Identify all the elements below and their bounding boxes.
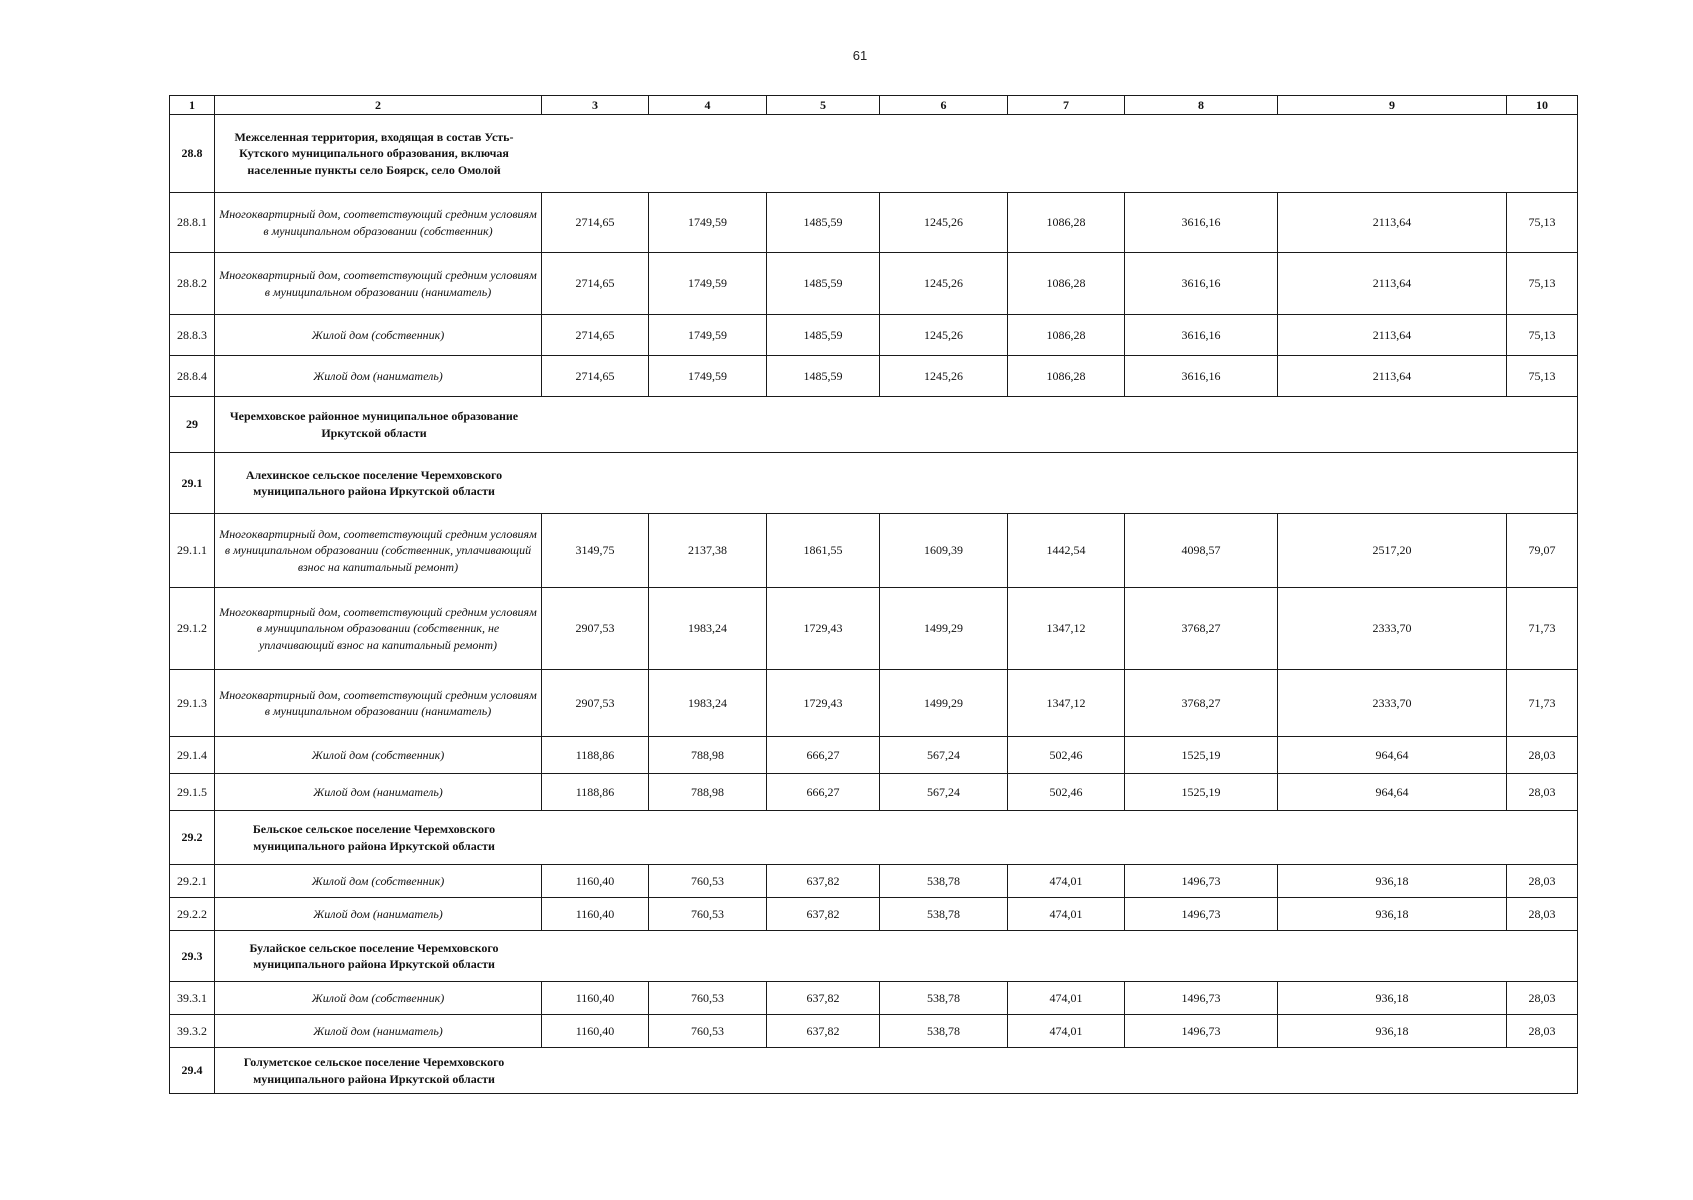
cell-value: 2113,64 [1278, 315, 1507, 356]
cell-value: 1749,59 [649, 315, 767, 356]
cell-value: 1245,26 [880, 356, 1008, 397]
section-title: Булайское сельское поселение Черемховского муниципального района Иркутской области [215, 931, 1578, 982]
table-row [170, 774, 1578, 811]
row-code: 29.1.1 [170, 514, 215, 588]
cell-value: 3768,27 [1125, 588, 1278, 670]
cell-value: 1245,26 [880, 315, 1008, 356]
cell-value: 1983,24 [649, 670, 767, 737]
cell-value: 1729,43 [767, 588, 880, 670]
table-row [170, 514, 1578, 588]
cell-value: 1160,40 [542, 898, 649, 931]
cell-value: 2137,38 [649, 514, 767, 588]
cell-value: 760,53 [649, 898, 767, 931]
cell-value: 1525,19 [1125, 774, 1278, 811]
table-row [170, 588, 1578, 670]
table-row [170, 737, 1578, 774]
cell-value: 1160,40 [542, 1015, 649, 1048]
row-description: Жилой дом (наниматель) [215, 1015, 542, 1048]
row-code: 28.8.3 [170, 315, 215, 356]
cell-value: 28,03 [1507, 1015, 1578, 1048]
cell-value: 1086,28 [1008, 315, 1125, 356]
cell-value: 474,01 [1008, 865, 1125, 898]
table-section-row [170, 1048, 1578, 1094]
cell-value: 1983,24 [649, 588, 767, 670]
cell-value: 1245,26 [880, 253, 1008, 315]
cell-value: 1499,29 [880, 670, 1008, 737]
row-description: Жилой дом (собственник) [215, 315, 542, 356]
cell-value: 1485,59 [767, 253, 880, 315]
row-code: 28.8.2 [170, 253, 215, 315]
cell-value: 1245,26 [880, 193, 1008, 253]
cell-value: 1347,12 [1008, 670, 1125, 737]
row-code: 29.1.4 [170, 737, 215, 774]
cell-value: 28,03 [1507, 898, 1578, 931]
column-header: 5 [767, 96, 880, 115]
cell-value: 1485,59 [767, 193, 880, 253]
column-header: 8 [1125, 96, 1278, 115]
cell-value: 3768,27 [1125, 670, 1278, 737]
tariff-table-body [170, 96, 1578, 1094]
row-code: 29.2.1 [170, 865, 215, 898]
row-description: Жилой дом (наниматель) [215, 774, 542, 811]
table-row [170, 253, 1578, 315]
cell-value: 936,18 [1278, 898, 1507, 931]
table-row [170, 1015, 1578, 1048]
cell-value: 1496,73 [1125, 1015, 1278, 1048]
cell-value: 2714,65 [542, 356, 649, 397]
cell-value: 1485,59 [767, 315, 880, 356]
section-title: Голуметское сельское поселение Черемховского муниципального района Иркутской области [215, 1048, 1578, 1094]
table-row [170, 865, 1578, 898]
column-header: 1 [170, 96, 215, 115]
cell-value: 567,24 [880, 774, 1008, 811]
cell-value: 1861,55 [767, 514, 880, 588]
cell-value: 637,82 [767, 982, 880, 1015]
cell-value: 3616,16 [1125, 356, 1278, 397]
cell-value: 474,01 [1008, 1015, 1125, 1048]
cell-value: 75,13 [1507, 356, 1578, 397]
table-section-row [170, 397, 1578, 453]
row-code: 29.2.2 [170, 898, 215, 931]
table-section-row [170, 811, 1578, 865]
cell-value: 760,53 [649, 982, 767, 1015]
cell-value: 2333,70 [1278, 588, 1507, 670]
row-description: Жилой дом (собственник) [215, 982, 542, 1015]
cell-value: 1188,86 [542, 774, 649, 811]
row-description: Многоквартирный дом, соответствующий средним условиям в муниципальном образовании (собственник, уплачивающий взнос на капитальный ремонт) [215, 514, 542, 588]
row-code: 39.3.1 [170, 982, 215, 1015]
page-number: 61 [852, 48, 868, 63]
row-code: 28.8.4 [170, 356, 215, 397]
row-description: Многоквартирный дом, соответствующий средним условиям в муниципальном образовании (собственник, не уплачивающий взнос на капитальный ремонт) [215, 588, 542, 670]
cell-value: 637,82 [767, 1015, 880, 1048]
row-code: 29.1 [170, 453, 215, 514]
cell-value: 2714,65 [542, 315, 649, 356]
column-header: 4 [649, 96, 767, 115]
row-description: Многоквартирный дом, соответствующий средним условиям в муниципальном образовании (наниматель) [215, 253, 542, 315]
cell-value: 637,82 [767, 898, 880, 931]
column-number-header-row [170, 96, 1578, 115]
table-row [170, 670, 1578, 737]
cell-value: 474,01 [1008, 898, 1125, 931]
cell-value: 567,24 [880, 737, 1008, 774]
column-header: 9 [1278, 96, 1507, 115]
cell-value: 28,03 [1507, 982, 1578, 1015]
cell-value: 3616,16 [1125, 193, 1278, 253]
cell-value: 2113,64 [1278, 356, 1507, 397]
cell-value: 1525,19 [1125, 737, 1278, 774]
table-section-row [170, 115, 1578, 193]
column-header: 7 [1008, 96, 1125, 115]
cell-value: 1442,54 [1008, 514, 1125, 588]
cell-value: 75,13 [1507, 315, 1578, 356]
cell-value: 2113,64 [1278, 193, 1507, 253]
table-row [170, 193, 1578, 253]
row-description: Многоквартирный дом, соответствующий средним условиям в муниципальном образовании (собственник) [215, 193, 542, 253]
cell-value: 964,64 [1278, 737, 1507, 774]
row-code: 29.1.2 [170, 588, 215, 670]
column-header: 2 [215, 96, 542, 115]
row-code: 29.1.3 [170, 670, 215, 737]
section-title: Алехинское сельское поселение Черемховского муниципального района Иркутской области [215, 453, 1578, 514]
cell-value: 1729,43 [767, 670, 880, 737]
row-description: Жилой дом (наниматель) [215, 356, 542, 397]
table-row [170, 315, 1578, 356]
tariff-table [169, 95, 1578, 1094]
cell-value: 2517,20 [1278, 514, 1507, 588]
cell-value: 71,73 [1507, 670, 1578, 737]
table-row [170, 356, 1578, 397]
row-code: 29.1.5 [170, 774, 215, 811]
cell-value: 538,78 [880, 865, 1008, 898]
cell-value: 3616,16 [1125, 315, 1278, 356]
row-code: 39.3.2 [170, 1015, 215, 1048]
table-section-row [170, 931, 1578, 982]
cell-value: 538,78 [880, 1015, 1008, 1048]
section-title: Бельское сельское поселение Черемховского муниципального района Иркутской области [215, 811, 1578, 865]
row-code: 29.4 [170, 1048, 215, 1094]
cell-value: 79,07 [1507, 514, 1578, 588]
cell-value: 474,01 [1008, 982, 1125, 1015]
cell-value: 760,53 [649, 1015, 767, 1048]
cell-value: 760,53 [649, 865, 767, 898]
cell-value: 1496,73 [1125, 898, 1278, 931]
cell-value: 936,18 [1278, 982, 1507, 1015]
cell-value: 71,73 [1507, 588, 1578, 670]
cell-value: 538,78 [880, 898, 1008, 931]
row-code: 29 [170, 397, 215, 453]
cell-value: 1499,29 [880, 588, 1008, 670]
cell-value: 788,98 [649, 774, 767, 811]
table-section-row [170, 453, 1578, 514]
cell-value: 3616,16 [1125, 253, 1278, 315]
cell-value: 1160,40 [542, 982, 649, 1015]
cell-value: 936,18 [1278, 865, 1507, 898]
column-header: 10 [1507, 96, 1578, 115]
cell-value: 1609,39 [880, 514, 1008, 588]
cell-value: 2113,64 [1278, 253, 1507, 315]
cell-value: 788,98 [649, 737, 767, 774]
cell-value: 28,03 [1507, 737, 1578, 774]
cell-value: 1485,59 [767, 356, 880, 397]
cell-value: 666,27 [767, 774, 880, 811]
section-title: Черемховское районное муниципальное образование Иркутской области [215, 397, 1578, 453]
column-header: 3 [542, 96, 649, 115]
cell-value: 666,27 [767, 737, 880, 774]
cell-value: 637,82 [767, 865, 880, 898]
section-title: Межселенная территория, входящая в состав Усть-Кутского муниципального образования, включая населенные пункты село Боярск, село Омолой [215, 115, 1578, 193]
cell-value: 936,18 [1278, 1015, 1507, 1048]
table-row [170, 898, 1578, 931]
row-code: 29.2 [170, 811, 215, 865]
cell-value: 1749,59 [649, 193, 767, 253]
cell-value: 502,46 [1008, 774, 1125, 811]
cell-value: 1347,12 [1008, 588, 1125, 670]
cell-value: 75,13 [1507, 253, 1578, 315]
cell-value: 1086,28 [1008, 253, 1125, 315]
cell-value: 1086,28 [1008, 356, 1125, 397]
row-description: Жилой дом (наниматель) [215, 898, 542, 931]
column-header: 6 [880, 96, 1008, 115]
row-code: 28.8 [170, 115, 215, 193]
cell-value: 964,64 [1278, 774, 1507, 811]
row-description: Жилой дом (собственник) [215, 737, 542, 774]
row-code: 29.3 [170, 931, 215, 982]
row-code: 28.8.1 [170, 193, 215, 253]
cell-value: 538,78 [880, 982, 1008, 1015]
cell-value: 1160,40 [542, 865, 649, 898]
cell-value: 1749,59 [649, 253, 767, 315]
row-description: Жилой дом (собственник) [215, 865, 542, 898]
cell-value: 3149,75 [542, 514, 649, 588]
cell-value: 1496,73 [1125, 982, 1278, 1015]
cell-value: 28,03 [1507, 865, 1578, 898]
cell-value: 1496,73 [1125, 865, 1278, 898]
cell-value: 2907,53 [542, 588, 649, 670]
cell-value: 75,13 [1507, 193, 1578, 253]
cell-value: 2714,65 [542, 253, 649, 315]
cell-value: 4098,57 [1125, 514, 1278, 588]
cell-value: 28,03 [1507, 774, 1578, 811]
cell-value: 1086,28 [1008, 193, 1125, 253]
cell-value: 2333,70 [1278, 670, 1507, 737]
cell-value: 2714,65 [542, 193, 649, 253]
table-row [170, 982, 1578, 1015]
row-description: Многоквартирный дом, соответствующий средним условиям в муниципальном образовании (наниматель) [215, 670, 542, 737]
cell-value: 502,46 [1008, 737, 1125, 774]
cell-value: 2907,53 [542, 670, 649, 737]
cell-value: 1188,86 [542, 737, 649, 774]
cell-value: 1749,59 [649, 356, 767, 397]
